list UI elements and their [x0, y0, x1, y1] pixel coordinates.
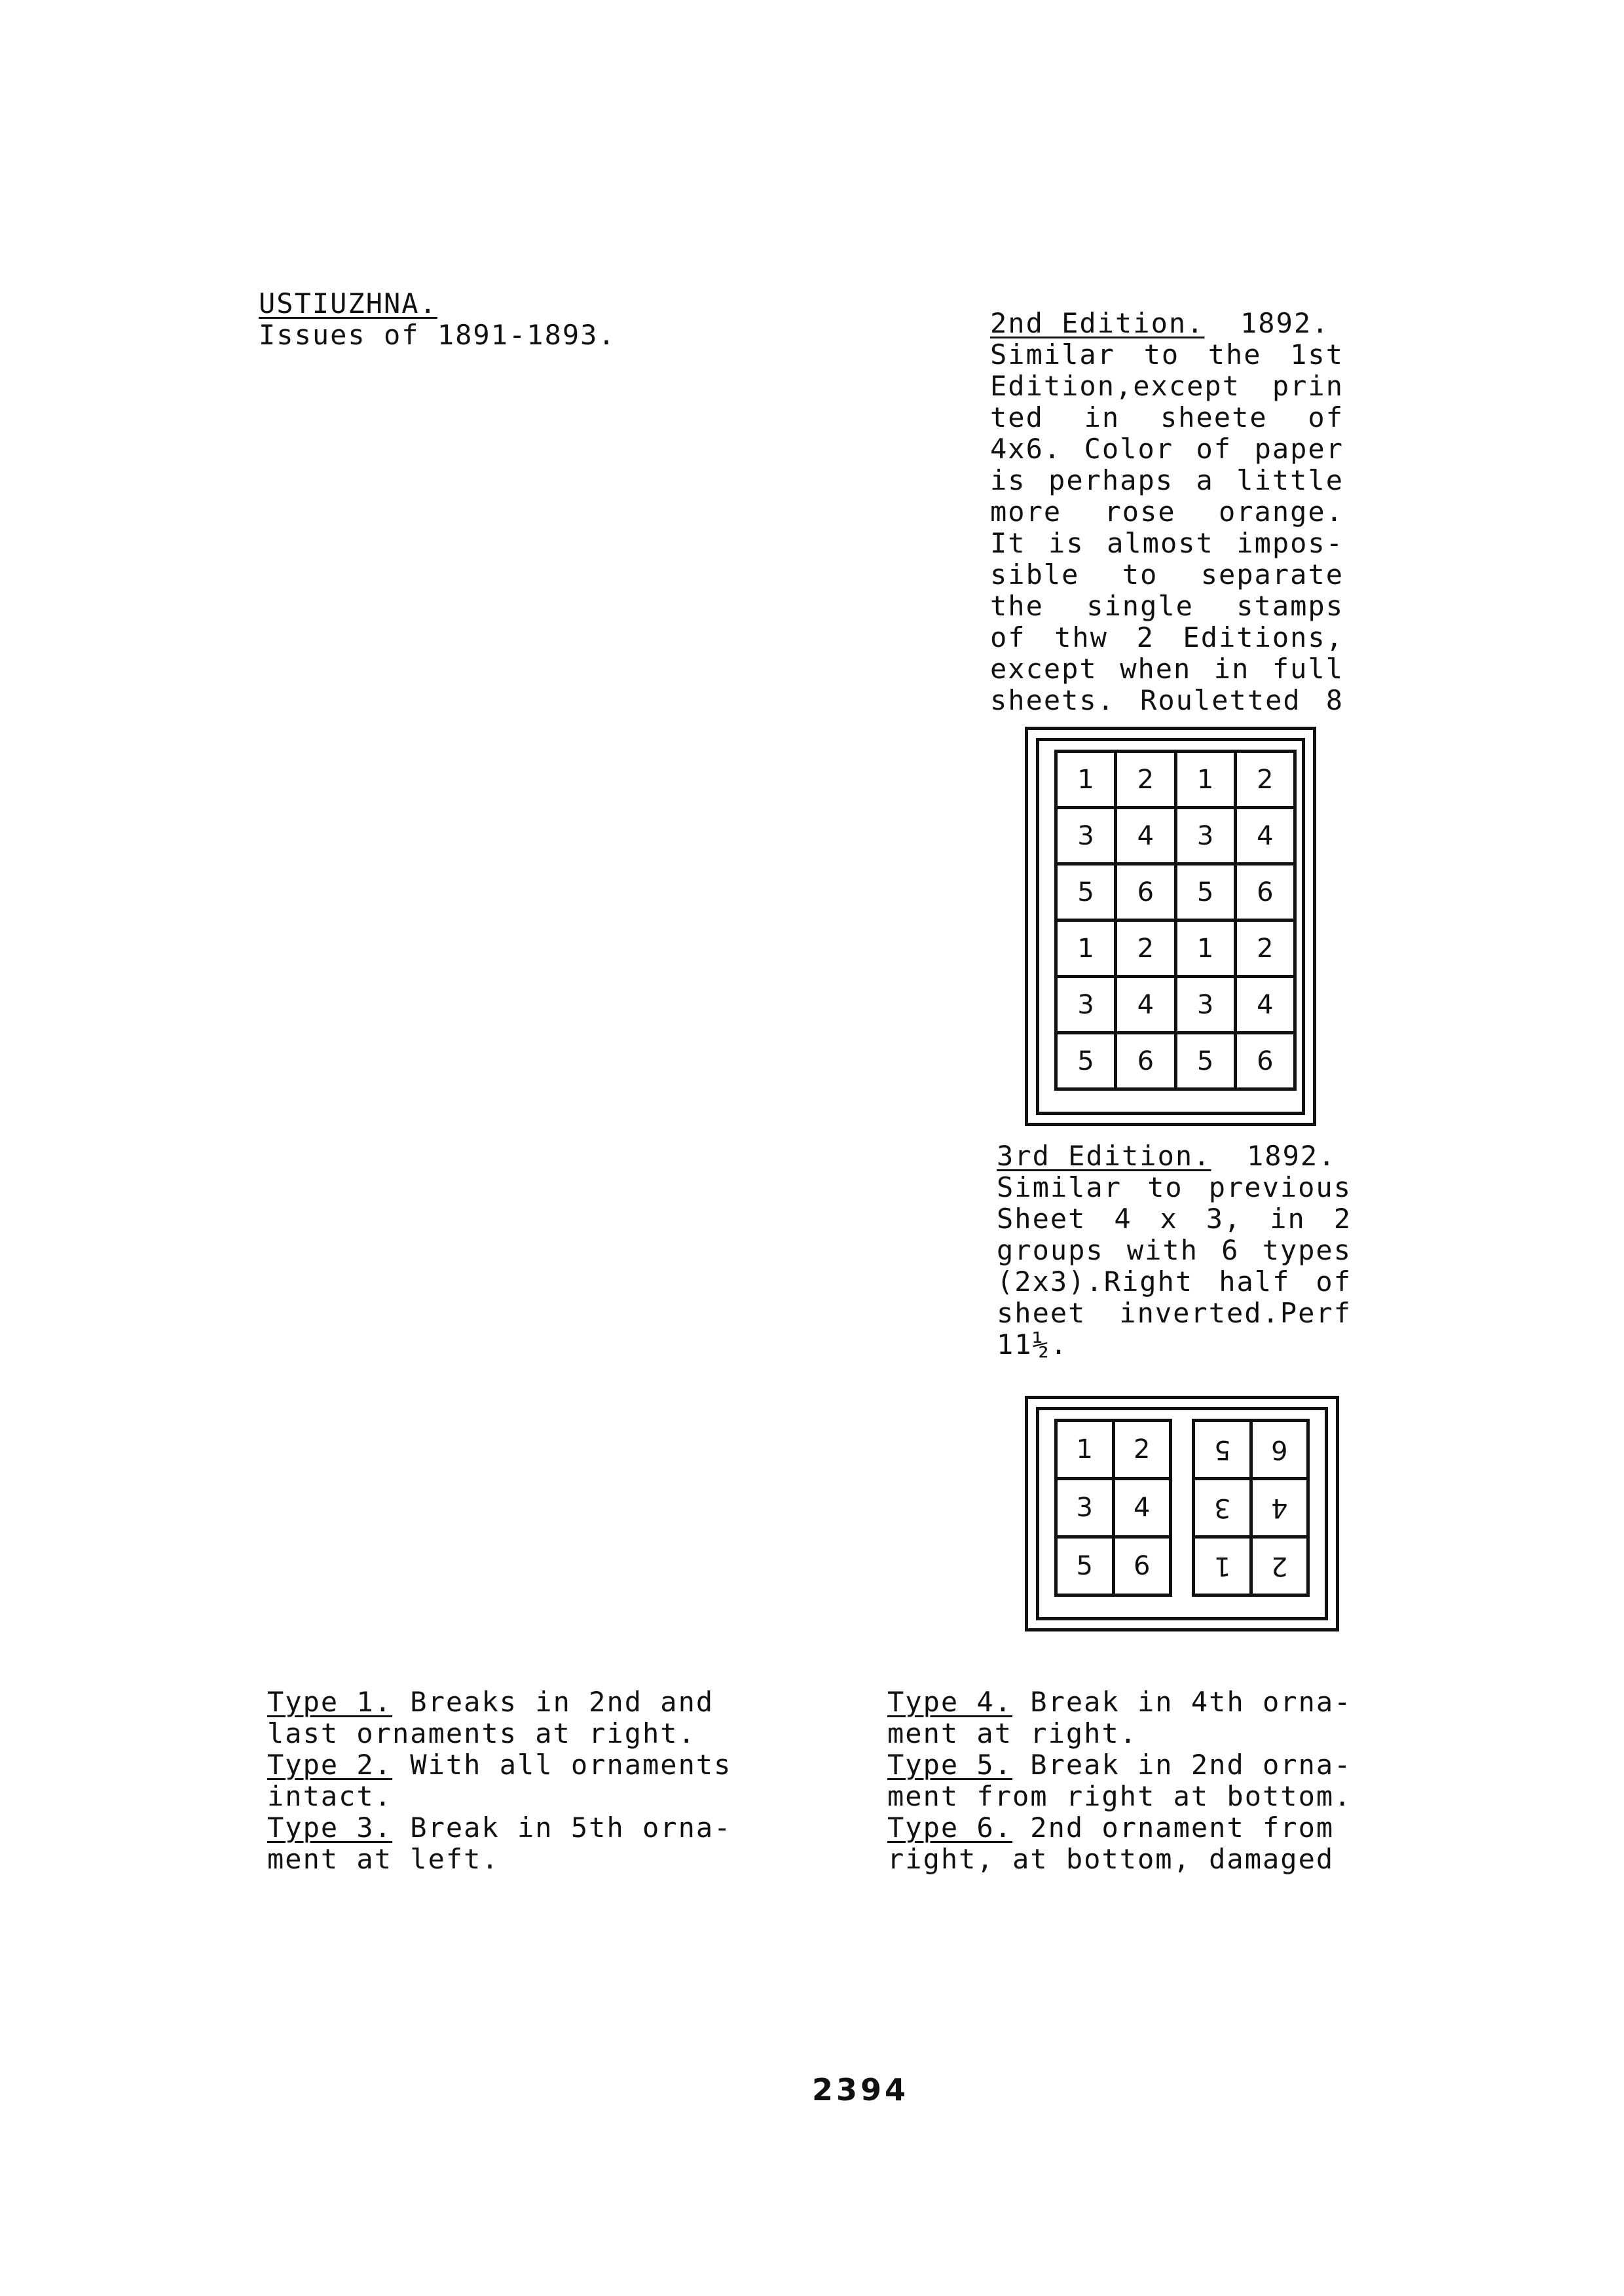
sheet-type-cell-number: 5 [1196, 877, 1214, 907]
sheet-type-cell-number: 3 [1077, 820, 1094, 851]
right-group-type-cell [1251, 1479, 1308, 1537]
second-edition-sheet-diagram [1025, 727, 1316, 1126]
sheet-type-row [1056, 977, 1295, 1033]
sheet-type-cell-number: 2 [1137, 933, 1154, 964]
type-entry: Type 5. Break in 2nd orna- [887, 1749, 1352, 1781]
sheet-type-cell [1175, 920, 1235, 977]
left-group-type-cell-number: 1 [1076, 1434, 1093, 1465]
third-edition-sheet-diagram [1025, 1396, 1339, 1631]
sheet-type-cell-number: 6 [1137, 1046, 1154, 1076]
sheet-type-cell [1056, 808, 1116, 864]
left-group-type-row [1056, 1537, 1171, 1595]
second-edition-line: sible to separate [990, 558, 1344, 591]
sheet-type-cell-number: 1 [1196, 933, 1214, 964]
sheet-type-cell [1235, 808, 1295, 864]
sheet-type-cell [1116, 1033, 1175, 1089]
sheet-type-cell-number: 4 [1257, 820, 1274, 851]
sheet-type-cell-number: 5 [1196, 1046, 1214, 1076]
second-edition-line: the single stamps [990, 590, 1344, 622]
sheet-type-cell-number: 6 [1257, 877, 1274, 907]
left-group-type-cell-number: 3 [1076, 1493, 1093, 1523]
third-edition-heading: 3rd Edition. 1892. [997, 1140, 1337, 1172]
sheet-type-cell [1175, 808, 1235, 864]
second-edition-line: is perhaps a little [990, 464, 1344, 496]
type-entry: Type 2. With all ornaments [267, 1749, 732, 1781]
right-group-type-cell-number: 5 [1213, 1434, 1230, 1465]
left-group-type-row [1056, 1421, 1171, 1479]
left-group-type-cell-number: 4 [1134, 1493, 1151, 1523]
second-edition-sheet-grid [1054, 750, 1297, 1091]
sheet-type-cell [1116, 977, 1175, 1033]
right-group-type-cell [1194, 1479, 1251, 1537]
sheet-type-row [1056, 1033, 1295, 1089]
sheet-type-cell [1235, 752, 1295, 808]
second-edition-line: more rose orange. [990, 496, 1344, 528]
sheet-type-cell [1175, 977, 1235, 1033]
sheet-type-cell [1056, 864, 1116, 920]
sheet-type-cell [1116, 920, 1175, 977]
sheet-type-cell-number: 2 [1257, 764, 1274, 795]
left-group-type-cell [1056, 1537, 1114, 1595]
sheet-type-cell [1116, 864, 1175, 920]
third-edition-line: sheet inverted.Perf [997, 1297, 1352, 1329]
sheet-type-row [1056, 808, 1295, 864]
sheet-type-cell [1116, 752, 1175, 808]
sheet-type-cell-number: 2 [1137, 764, 1154, 795]
sheet-type-cell [1056, 977, 1116, 1033]
type-entry: Type 3. Break in 5th orna- [267, 1812, 732, 1844]
right-group-type-cell [1251, 1421, 1308, 1479]
second-edition-line: Edition,except prin [990, 370, 1344, 402]
second-edition-line: It is almost impos- [990, 527, 1344, 559]
sheet-type-cell-number: 3 [1196, 820, 1214, 851]
right-group-type-cell-number: 2 [1271, 1551, 1288, 1581]
type-entry: Type 1. Breaks in 2nd and [267, 1686, 714, 1718]
sheet-type-cell [1235, 864, 1295, 920]
sheet-type-row [1056, 920, 1295, 977]
second-edition-line: of thw 2 Editions, [990, 621, 1344, 653]
right-group-type-cell-number: 1 [1213, 1551, 1230, 1581]
sheet-type-row [1056, 864, 1295, 920]
page-number: 2394 [812, 2072, 910, 2107]
type-entry: Type 6. 2nd ornament from [887, 1812, 1335, 1844]
sheet-type-cell-number: 4 [1137, 989, 1154, 1020]
right-group-type-cell [1194, 1421, 1251, 1479]
right-group-type-row [1194, 1537, 1308, 1595]
third-edition-line: groups with 6 types [997, 1234, 1352, 1266]
sheet-type-cell-number: 1 [1077, 764, 1094, 795]
sheet-type-cell-number: 4 [1137, 820, 1154, 851]
sheet-type-cell-number: 1 [1196, 764, 1214, 795]
third-edition-line: 11½. [997, 1328, 1069, 1360]
sheet-type-cell-number: 2 [1257, 933, 1274, 964]
second-edition-text [990, 308, 1344, 716]
page-subtitle: Issues of 1891-1893. [259, 319, 616, 351]
sheet-type-cell [1175, 864, 1235, 920]
left-group-type-cell [1113, 1421, 1171, 1479]
page-title: USTIUZHNA. [259, 287, 437, 319]
sheet-type-cell [1235, 1033, 1295, 1089]
sheet-type-cell [1056, 1033, 1116, 1089]
sheet-type-cell [1175, 1033, 1235, 1089]
third-edition-line: Sheet 4 x 3, in 2 [997, 1203, 1352, 1235]
left-group-type-cell [1113, 1479, 1171, 1537]
third-edition-left-group [1054, 1419, 1172, 1597]
right-group-type-cell [1251, 1537, 1308, 1595]
sheet-type-cell-number: 5 [1077, 877, 1094, 907]
type-entry-continued: right, at bottom, damaged [887, 1843, 1335, 1875]
sheet-type-row [1056, 752, 1295, 808]
right-group-type-row [1194, 1479, 1308, 1537]
second-edition-line: Similar to the 1st [990, 338, 1344, 371]
sheet-type-cell-number: 1 [1077, 933, 1094, 964]
sheet-type-cell [1056, 920, 1116, 977]
sheet-type-cell [1175, 752, 1235, 808]
type-entry-continued: last ornaments at right. [267, 1717, 696, 1749]
type-entry-continued: ment from right at bottom. [887, 1780, 1352, 1812]
sheet-type-cell-number: 3 [1196, 989, 1214, 1020]
sheet-type-cell-number: 4 [1257, 989, 1274, 1020]
sheet-type-cell-number: 3 [1077, 989, 1094, 1020]
sheet-type-cell-number: 5 [1077, 1046, 1094, 1076]
right-group-type-cell-number: 3 [1213, 1493, 1230, 1523]
third-edition-right-group-inverted [1192, 1419, 1310, 1597]
third-edition-line: Similar to previous [997, 1171, 1352, 1203]
left-group-type-cell-number: 5 [1076, 1551, 1093, 1581]
type-entry-continued: ment at right. [887, 1717, 1138, 1749]
sheet-type-cell [1235, 977, 1295, 1033]
sheet-type-cell [1235, 920, 1295, 977]
sheet-type-cell [1056, 752, 1116, 808]
types-left-column [267, 1686, 731, 1875]
third-edition-line: (2x3).Right half of [997, 1266, 1352, 1298]
left-group-type-row [1056, 1479, 1171, 1537]
types-right-column [887, 1686, 1352, 1875]
second-edition-line: sheets. Rouletted 8 [990, 684, 1344, 716]
type-entry: Type 4. Break in 4th orna- [887, 1686, 1352, 1718]
left-group-type-cell [1056, 1421, 1114, 1479]
sheet-type-cell [1116, 808, 1175, 864]
left-group-type-cell-number: 6 [1134, 1551, 1151, 1581]
sheet-type-cell-number: 6 [1137, 877, 1154, 907]
right-group-type-cell-number: 6 [1271, 1434, 1288, 1465]
second-edition-line: ted in sheete of [990, 401, 1344, 433]
second-edition-heading: 2nd Edition. 1892. [990, 307, 1330, 339]
left-group-type-cell-number: 2 [1134, 1434, 1151, 1465]
heading-block [259, 288, 616, 351]
right-group-type-cell-number: 4 [1271, 1493, 1288, 1523]
right-group-type-row [1194, 1421, 1308, 1479]
type-entry-continued: ment at left. [267, 1843, 500, 1875]
left-group-type-cell [1113, 1537, 1171, 1595]
second-edition-line: 4x6. Color of paper [990, 433, 1344, 465]
second-edition-line: except when in full [990, 653, 1344, 685]
left-group-type-cell [1056, 1479, 1114, 1537]
sheet-type-cell-number: 6 [1257, 1046, 1274, 1076]
type-entry-continued: intact. [267, 1780, 393, 1812]
right-group-type-cell [1194, 1537, 1251, 1595]
third-edition-text [997, 1140, 1352, 1360]
